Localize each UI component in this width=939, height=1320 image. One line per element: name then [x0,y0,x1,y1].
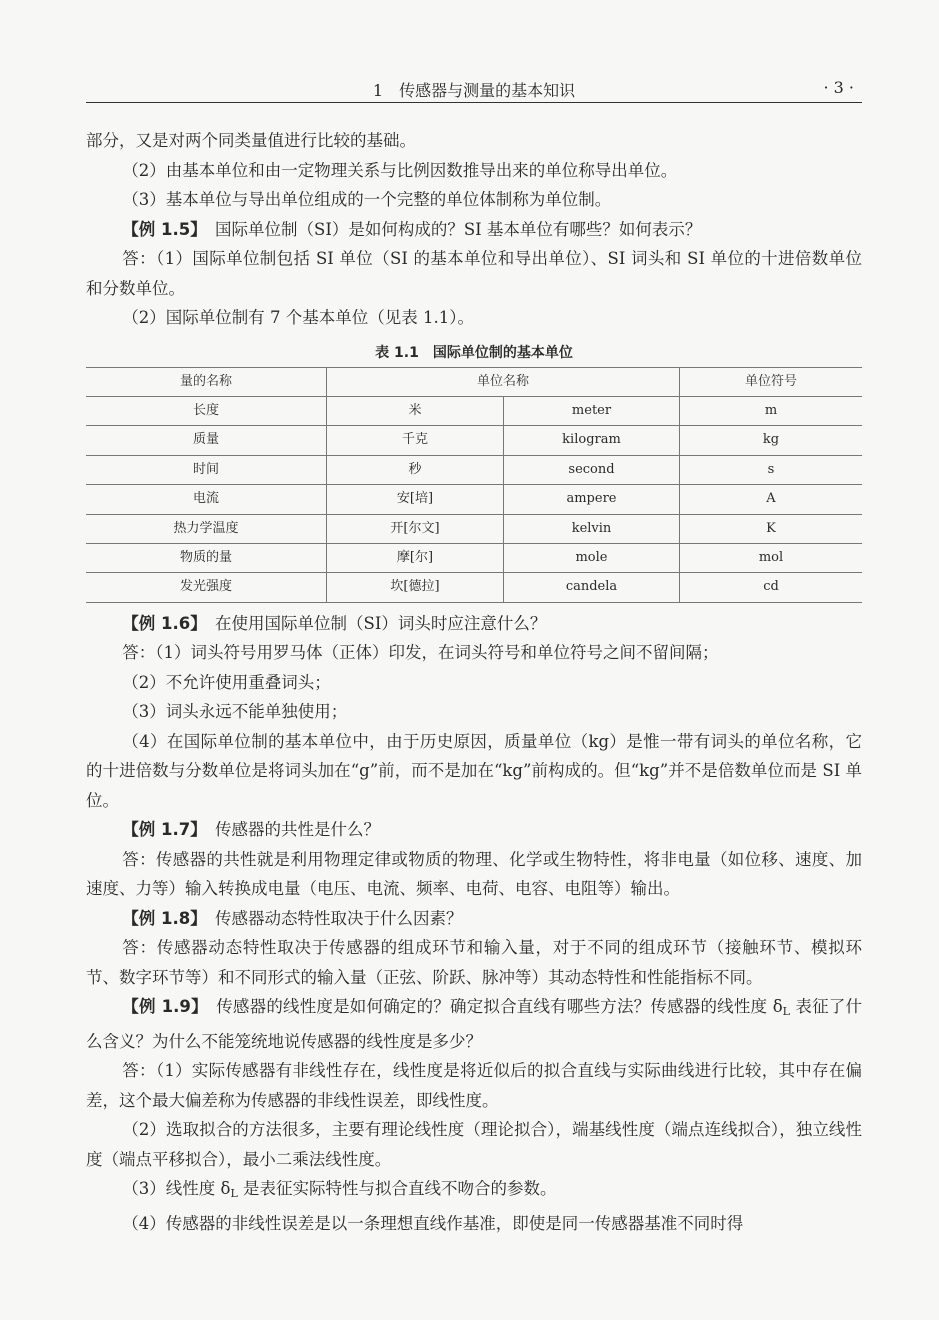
table-header-row [86,367,862,396]
answer [86,1174,862,1209]
answer: （2）选取拟合的方法很多，主要有理论线性度（理论拟合），端基线性度（端点连线拟合），独立线性度（端点平移拟合），最小二乘法线性度。 [86,1120,862,1169]
body-text [86,126,862,1238]
cell: 米 [327,396,504,425]
cell: 秒 [327,455,504,484]
answer: 答：（1）实际传感器有非线性存在，线性度是将近似后的拟合直线与实际曲线进行比较，其中存在偏差，这个最大偏差称为传感器的非线性误差，即线性度。 [86,1061,862,1110]
cell: mole [504,543,680,572]
table-row [86,514,862,543]
cell: 开[尔文] [327,514,504,543]
subscript: L [782,1005,790,1019]
cell: ampere [504,485,680,514]
cell: meter [504,396,680,425]
cell: kilogram [504,426,680,455]
example-label: 【例 1.8】 [122,908,199,928]
running-header [86,76,862,103]
example-question: 在使用国际单位制（SI）词头时应注意什么？ [215,613,547,633]
cell: candela [504,573,680,602]
table-row [86,455,862,484]
cell: 质量 [86,426,327,455]
example-label: 【例 1.6】 [122,613,199,633]
paragraph: （2）由基本单位和由一定物理关系与比例因数推导出来的单位称导出单位。 [122,160,678,180]
answer: 答：传感器动态特性取决于传感器的组成环节和输入量，对于不同的组成环节（接触环节、模拟环节、数字环节等）和不同形式的输入量（正弦、阶跃、脉冲等）其动态特性和性能指标不同。 [86,938,862,987]
header-unit-name: 单位名称 [327,367,680,396]
paragraph: 部分，又是对两个同类量值进行比较的基础。 [86,131,416,150]
example-question: 国际单位制（SI）是如何构成的？SI 基本单位有哪些？如何表示？ [215,219,702,239]
si-units-table [86,367,862,603]
cell: 发光强度 [86,573,327,602]
table-row [86,396,862,425]
answer: 答：传感器的共性就是利用物理定律或物质的物理、化学或生物特性，将非电量（如位移、速度、加速度、力等）输入转换成电量（电压、电流、频率、电荷、电容、电阻等）输出。 [86,849,862,899]
example-1-9 [86,992,862,1056]
cell: 物质的量 [86,543,327,572]
example-question: 传感器动态特性取决于什么因素？ [215,908,463,928]
answer: （2）国际单位制有 7 个基本单位（见表 1.1）。 [122,308,475,327]
table-row [86,426,862,455]
answer: （3）词头永远不能单独使用； [122,702,348,722]
cell: 安[培] [327,485,504,514]
chapter-title: 1 传感器与测量的基本知识 [372,81,576,100]
answer: 答：（1）词头符号用罗马体（正体）印发，在词头符号和单位符号之间不留间隔； [122,643,719,663]
cell: 摩[尔] [327,543,504,572]
cell: 坎[德拉] [327,573,504,602]
cell: second [504,455,680,484]
cell: 长度 [86,396,327,425]
subscript: L [230,1187,238,1201]
example-label: 【例 1.5】 [122,219,199,239]
example-question: 传感器的线性度是如何确定的？确定拟合直线有哪些方法？传感器的线性度 δ [216,997,783,1017]
paragraph: （3）基本单位与导出单位组成的一个完整的单位体制称为单位制。 [122,190,612,209]
cell: mol [680,543,863,572]
cell: 千克 [327,426,504,455]
example-1-8 [86,904,862,934]
answer: （4）传感器的非线性误差是以一条理想直线作基准，即使是同一传感器基准不同时得 [122,1213,744,1233]
cell: 热力学温度 [86,514,327,543]
example-question: 传感器的共性是什么？ [215,820,381,840]
example-question-cont: 表征了什么含义？为什么不能笼统地说传感器的线性度是多少？ [86,997,862,1051]
example-1-5 [86,215,862,245]
header-quantity: 量的名称 [86,367,327,396]
answer-text: （3）线性度 δ [122,1179,231,1199]
example-label: 【例 1.9】 [122,997,200,1017]
cell: kg [680,426,863,455]
cell: K [680,514,863,543]
table-caption: 表 1.1 国际单位制的基本单位 [375,344,573,361]
example-1-6 [86,609,862,639]
cell: 电流 [86,485,327,514]
answer: （4）在国际单位制的基本单位中，由于历史原因，质量单位（kg）是惟一带有词头的单位名称，它的十进倍数与分数单位是将词头加在“g”前，而不是加在“kg”前构成的。但“kg”并不是倍数单位而是 SI 单位。 [86,731,862,810]
cell: cd [680,573,863,602]
cell: s [680,455,863,484]
answer: （2）不允许使用重叠词头； [122,672,331,692]
cell: A [680,485,863,514]
header-unit-symbol: 单位符号 [680,367,863,396]
answer-text-cont: 是表征实际特性与拟合直线不吻合的参数。 [237,1179,557,1199]
page-number: · 3 · [823,78,854,97]
table-row [86,485,862,514]
table-row [86,543,862,572]
example-1-7 [86,815,862,845]
table-row [86,573,862,602]
cell: kelvin [504,514,680,543]
cell: m [680,396,863,425]
example-label: 【例 1.7】 [122,820,199,840]
cell: 时间 [86,455,327,484]
answer: 答：（1）国际单位制包括 SI 单位（SI 的基本单位和导出单位）、SI 词头和 SI 单位的十进倍数单位和分数单位。 [86,249,862,298]
